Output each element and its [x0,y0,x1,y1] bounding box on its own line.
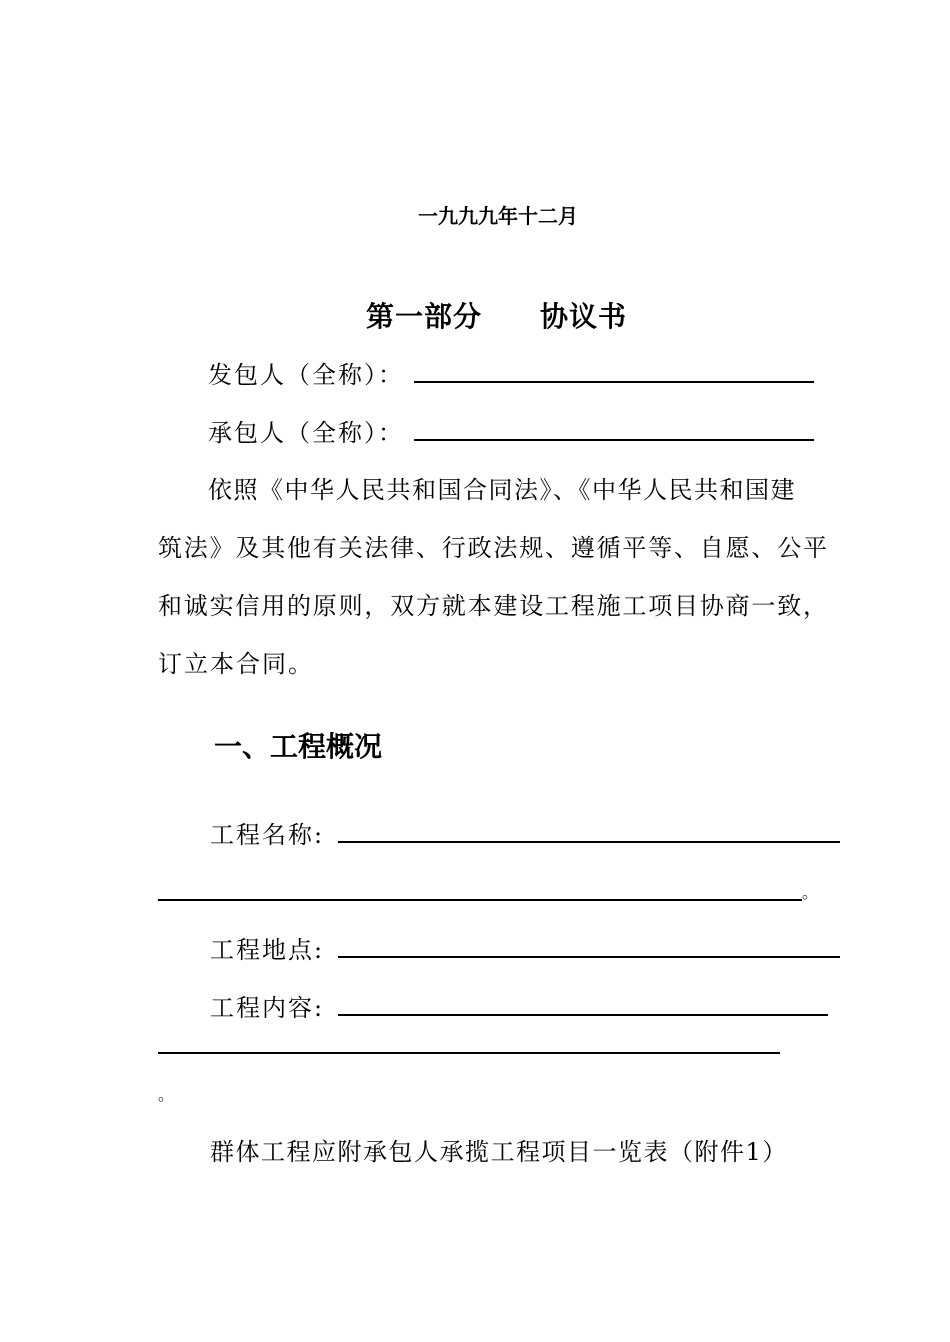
contractor-name-blank[interactable] [414,439,814,441]
project-location-label: 工程地点: [210,936,325,964]
part-number: 第一部分 [366,300,483,333]
employer-label: 发包人（全称）： [208,361,404,389]
project-content-blank-cont[interactable] [158,1052,780,1054]
project-name-label: 工程名称: [210,821,325,849]
section-heading: 一、工程概况 [214,730,383,763]
preamble-line-2: 筑法》及其他有关法律、行政法规、遵循平等、自愿、公平 [158,534,829,562]
part-title [366,295,627,335]
employer-name-blank[interactable] [414,381,814,383]
project-location-blank[interactable] [338,956,840,958]
part-name: 协议书 [540,300,628,333]
contractor-label: 承包人（全称）： [208,419,404,447]
preamble-line-4: 订立本合同。 [158,650,314,678]
preamble-line-1: 依照《中华人民共和国合同法》、《中华人民共和国建 [208,476,796,504]
preamble-line-3: 和诚实信用的原则，双方就本建设工程施工项目协商一致， [158,592,829,620]
project-name-end-mark: 。 [802,883,819,902]
attachment-note: 群体工程应附承包人承揽工程项目一览表（附件1） [210,1138,788,1166]
project-name-blank-cont[interactable] [158,899,802,901]
project-name-blank[interactable] [338,841,840,843]
document-date: 一九九九年十二月 [418,204,578,228]
project-content-end-mark: 。 [158,1085,175,1104]
project-content-blank[interactable] [338,1014,828,1016]
project-content-label: 工程内容: [210,994,325,1022]
